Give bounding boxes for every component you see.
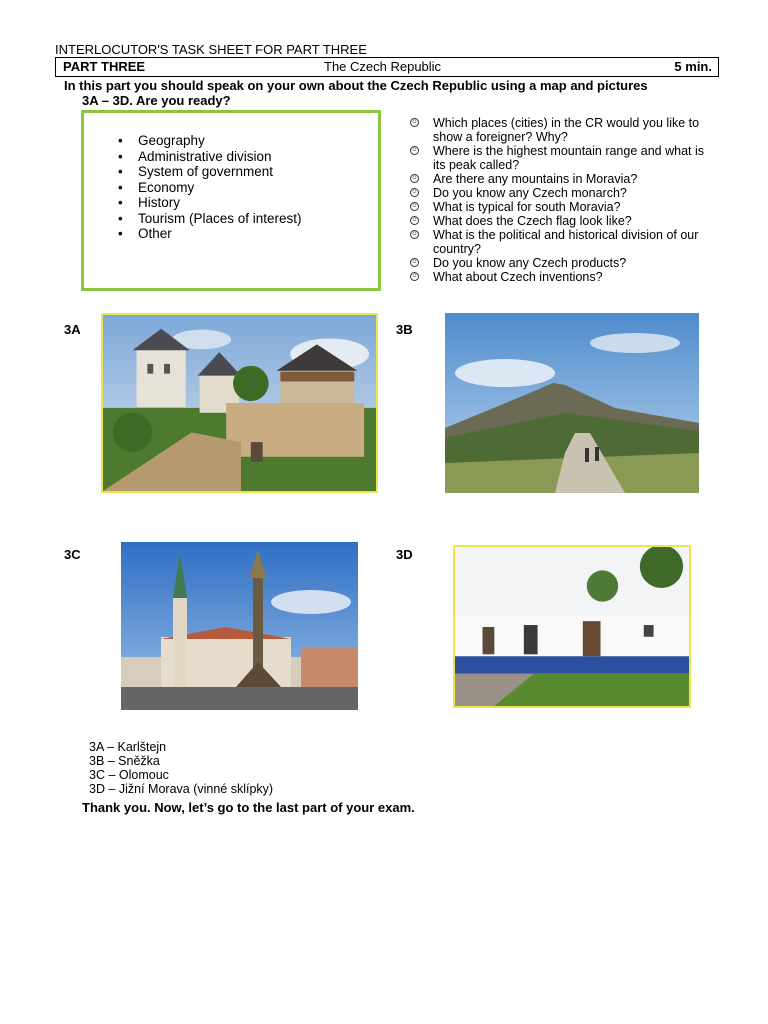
page-header: INTERLOCUTOR'S TASK SHEET FOR PART THREE (55, 42, 367, 57)
question-text: Do you know any Czech products? (433, 256, 627, 270)
answer-item: 3D – Jižní Morava (vinné sklípky) (89, 782, 274, 796)
question-text: What is typical for south Moravia? (433, 200, 621, 214)
question-item (410, 214, 710, 228)
part-time: 5 min. (674, 59, 712, 74)
picture-3b-label: 3B (396, 322, 413, 337)
picture-3c-label: 3C (64, 547, 81, 562)
topic-box (81, 110, 381, 291)
answer-item: 3B – Sněžka (89, 754, 160, 768)
picture-3b-mountain (445, 313, 699, 493)
closing-text: Thank you. Now, let’s go to the last part of your exam. (82, 800, 415, 815)
question-item (410, 228, 710, 256)
topic-list (118, 133, 302, 242)
question-text: Which places (cities) in the CR would you like to show a foreigner? Why? (433, 116, 700, 144)
part-topic: The Czech Republic (324, 59, 442, 74)
topic-item: • Economy (118, 180, 302, 196)
question-text: Are there any mountains in Moravia? (433, 172, 638, 186)
question-text: What is the political and historical division of our country? (433, 228, 699, 256)
question-item (410, 116, 710, 144)
smiley-icon: ☺ (411, 217, 418, 223)
instructions (64, 78, 714, 108)
topic-item: • Geography (118, 133, 302, 149)
answer-key (89, 740, 273, 796)
question-text: What about Czech inventions? (433, 270, 603, 284)
smiley-icon: ☺ (411, 189, 418, 195)
topic-item: • System of government (118, 164, 302, 180)
smiley-icon: ☺ (411, 175, 418, 181)
picture-3d-cellars (453, 545, 691, 708)
instructions-line-1: In this part you should speak on your own about the Czech Republic using a map and pictures (64, 78, 648, 93)
picture-3a-label: 3A (64, 322, 81, 337)
question-item (410, 200, 710, 214)
part-header-box (55, 57, 719, 77)
topic-item: • Administrative division (118, 149, 302, 165)
picture-3c-square (121, 542, 358, 710)
question-text: Where is the highest mountain range and what is its peak called? (433, 144, 704, 172)
answer-item: 3C – Olomouc (89, 768, 169, 782)
question-text: What does the Czech flag look like? (433, 214, 632, 228)
question-item (410, 172, 710, 186)
smiley-icon: ☺ (411, 259, 418, 265)
question-item (410, 144, 710, 172)
smiley-icon: ☺ (411, 231, 418, 237)
picture-3a-castle (101, 313, 378, 493)
smiley-icon: ☺ (411, 273, 418, 279)
topic-item: • History (118, 195, 302, 211)
question-list (410, 116, 710, 284)
topic-item: • Other (118, 226, 302, 242)
topic-item: • Tourism (Places of interest) (118, 211, 302, 227)
part-label: PART THREE (63, 59, 146, 74)
instructions-line-2: 3A – 3D. Are you ready? (82, 93, 231, 108)
smiley-icon: ☺ (411, 203, 418, 209)
question-item (410, 186, 710, 200)
question-text: Do you know any Czech monarch? (433, 186, 627, 200)
question-item (410, 256, 710, 270)
picture-3d-label: 3D (396, 547, 413, 562)
answer-item: 3A – Karlštejn (89, 740, 167, 754)
question-item (410, 270, 710, 284)
smiley-icon: ☺ (411, 119, 418, 125)
smiley-icon: ☺ (411, 147, 418, 153)
